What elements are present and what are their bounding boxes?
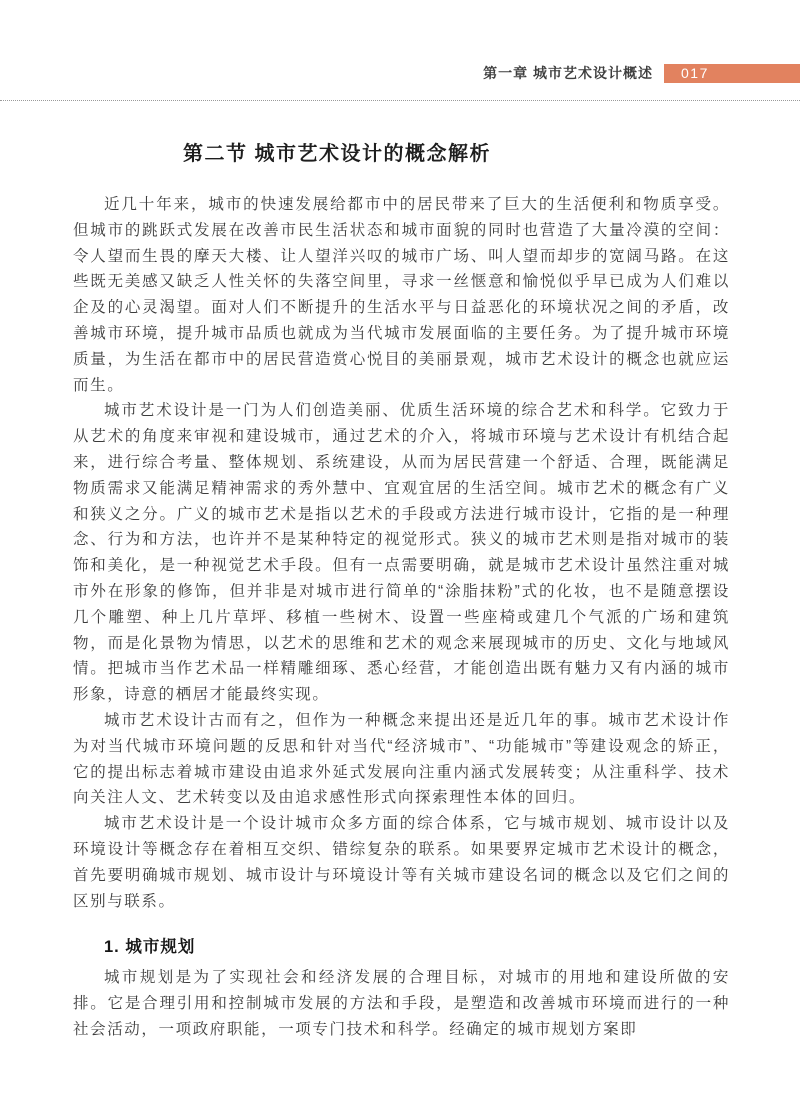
page-content [73, 140, 730, 1043]
body-paragraph: 近几十年来，城市的快速发展给都市中的居民带来了巨大的生活便利和物质享受。但城市的跳跃式发展在改善市民生活状态和城市面貌的同时也营造了大量冷漠的空间：令人望而生畏的摩天大楼、让人望洋兴叹的城市广场、叫人望而却步的宽阔马路。在这些既无美感又缺乏人性关怀的失落空间里，寻求一丝惬意和愉悦似乎早已成为人们难以企及的心灵渴望。面对人们不断提升的生活水平与日益恶化的环境状况之间的矛盾，改善城市环境，提升城市品质也就成为当代城市发展面临的主要任务。为了提升城市环境质量，为生活在都市中的居民营造赏心悦目的美丽景观，城市艺术设计的概念也就应运而生。 [73, 196, 730, 394]
page-number: 017 [681, 65, 709, 81]
body-paragraph: 城市艺术设计是一个设计城市众多方面的综合体系，它与城市规划、城市设计以及环境设计等概念存在着相互交织、错综复杂的联系。如果要界定城市艺术设计的概念，首先要明确城市规划、城市设计与环境设计等有关城市建设名词的概念以及它们之间的区别与联系。 [73, 815, 730, 910]
chapter-title: 第一章 城市艺术设计概述 [483, 65, 653, 81]
body-paragraph: 城市艺术设计是一门为人们创造美丽、优质生活环境的综合艺术和科学。它致力于从艺术的角度来审视和建设城市，通过艺术的介入，将城市环境与艺术设计有机结合起来，进行综合考量、整体规划、系统建设，从而为居民营建一个舒适、合理，既能满足物质需求又能满足精神需求的秀外慧中、宜观宜居的生活空间。城市艺术的概念有广义和狭义之分。广义的城市艺术是指以艺术的手段或方法进行城市设计，它指的是一种理念、行为和方法，也许并不是某种特定的视觉形式。狭义的城市艺术则是指对城市的装饰和美化，是一种视觉艺术手段。但有一点需要明确，就是城市艺术设计虽然注重对城市外在形象的修饰，但并非是对城市进行简单的“涂脂抹粉”式的化妆，也不是随意摆设几个雕塑、种上几片草坪、移植一些树木、设置一些座椅或建几个气派的广场和建筑物，而是化景物为情思，以艺术的思维和艺术的观念来展现城市的历史、文化与地域风情。把城市当作艺术品一样精雕细琢、悉心经营，才能创造出既有魅力又有内涵的城市形象，诗意的栖居才能最终实现。 [73, 402, 730, 704]
subsection-heading: 1. 城市规划 [104, 938, 196, 957]
body-paragraph: 城市规划是为了实现社会和经济发展的合理目标，对城市的用地和建设所做的安排。它是合理引用和控制城市发展的方法和手段，是塑造和改善城市环境而进行的一种社会活动，一项政府职能，一项专门技术和科学。经确定的城市规划方案即 [73, 969, 730, 1038]
section-title: 第二节 城市艺术设计的概念解析 [183, 143, 492, 165]
body-paragraph: 城市艺术设计古而有之，但作为一种概念来提出还是近几年的事。城市艺术设计作为对当代城市环境问题的反思和针对当代“经济城市”、“功能城市”等建设观念的矫正，它的提出标志着城市建设由追求外延式发展向注重内涵式发展转变；从注重科学、技术向关注人文、艺术转变以及由追求感性形式向探索理性本体的回归。 [73, 711, 730, 807]
page-number-badge [664, 64, 800, 83]
running-header [483, 63, 800, 83]
header-divider-rule [0, 100, 800, 101]
